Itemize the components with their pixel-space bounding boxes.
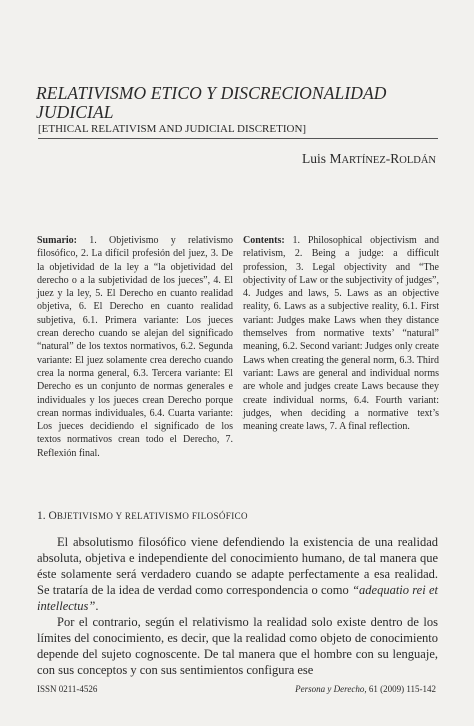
- article-title-line-1: RELATIVISMO ETICO Y DISCRECIONALIDAD: [36, 83, 387, 103]
- latin-quote: “adequatio rei et intellectus”: [37, 583, 439, 613]
- journal-name: Persona y Derecho: [295, 684, 365, 694]
- summary-text: 1. Objetivismo y relativismo filosófico, 2. La difícil profesión del juez, 3. De la objetividad de la ley a “la objetividad del derecho o a la subjetividad de los jueces”, 4. El juez y la ley, 5. El Derecho en cuanto realidad objetiva, 6. El Derecho en cuanto realidad subjetiva, 6.1. Primera variante: Los jueces crean derecho cuando se alejan del significado “natural” de los textos normativos, 6.2. Segunda variante: El juez solamente crea derecho cuando crea la norma general, 6.3. Tercera variante: El Derecho es un conjunto de normas generales e individuales y los jueces crean Derecho porque crean normas individuales, 6.4. Cuarta variante: Los jueces decidiendo el significado de los textos normativos crean todo el Derecho, 7. Reflexión final.: [37, 235, 233, 459]
- section-heading: [37, 510, 248, 522]
- article-title: [36, 84, 446, 122]
- contents-english: [243, 234, 439, 433]
- title-rule: [38, 138, 438, 139]
- author-initial-r: R: [390, 151, 400, 166]
- author-initial-m: M: [329, 151, 342, 166]
- journal-issue: , 61 (2009) 115-142: [364, 684, 436, 694]
- section-title: BJETIVISMO Y RELATIVISMO FILOSÓFICO: [56, 511, 248, 521]
- paragraph-1: [37, 534, 438, 614]
- article-subtitle: [ETHICAL RELATIVISM AND JUDICIAL DISCRETION]: [38, 123, 307, 135]
- paragraph-2: Por el contrario, según el relativismo la realidad solo existe dentro de los límites del conocimiento, es decir, que la realidad como objeto de conocimiento depende del sujeto cognoscente. De tal manera que el hombre con su lenguaje, con sus conceptos y con sus sentimientos configura ese: [37, 615, 438, 677]
- article-title-line-2: JUDICIAL: [36, 102, 114, 122]
- author-first-name: Luis: [302, 151, 330, 166]
- author-dash: -: [385, 151, 391, 166]
- contents-text: 1. Philosophical objectivism and relativism, 2. Being a judge: a difficult profession, 3. Legal objectivity and “The objectivity of Law or the subjectivity of judges”, 4. Judges and laws, 5. Laws as an objective reality, 6. Laws as a subjective reality, 6.1. First variant: Judges make Laws when they distance themselves from normative texts’ “natural” meaning, 6.2. Second variant: Judges only create Laws when creating the general norm, 6.3. Third variant: Laws are general and individual norms are whole and judges create Laws because they create individual norms, 6.4. Fourth variant: judges, when deciding a normative text’s meaning create laws, 7. A final reflection.: [243, 235, 439, 433]
- paragraph-1-text: El absolutismo filosófico viene defendiendo la existencia de una realidad absoluta, objetiva e independiente del conocimiento humano, de tal manera que éste solamente será verdadero cuando se adapte perfectamente a esa realidad. Se trataría de la idea de verdad como correspondencia o como: [37, 535, 438, 597]
- footer-citation: [295, 684, 436, 694]
- body-text: [37, 534, 438, 678]
- paragraph-1-end: .: [95, 599, 99, 613]
- author-smallcaps-2: OLDÁN: [399, 155, 436, 166]
- summary-label: Sumario:: [37, 235, 77, 246]
- footer-issn: ISSN 0211-4526: [37, 684, 98, 694]
- section-number: 1.: [37, 510, 46, 522]
- section-initial: O: [48, 510, 57, 522]
- author-name: [302, 151, 436, 167]
- summary-spanish: [37, 234, 233, 460]
- author-smallcaps-1: ARTÍNEZ: [341, 155, 386, 166]
- contents-label: Contents:: [243, 235, 285, 246]
